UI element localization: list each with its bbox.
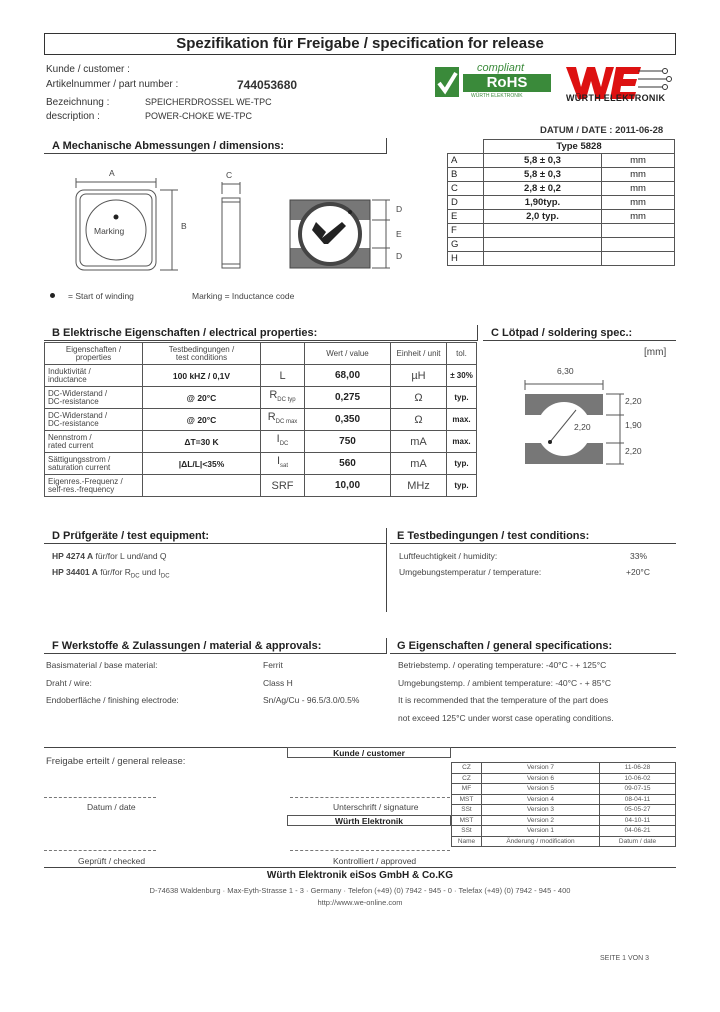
section-c-title: C Lötpad / soldering spec.: [491,327,633,339]
equipment-1: HP 4274 A für/for L und/and Q [52,551,167,561]
pad-dim-2: 2,20 [625,396,642,406]
rohs-logo: compliant RoHS WÜRTH ELEKTRONIK [435,62,553,100]
section-b-title: B Elektrische Eigenschaften / electrical properties: [52,327,318,339]
spec-line-3: It is recommended that the temperature of the part does [398,695,609,705]
pad-dim-1: 6,30 [557,366,574,376]
table-row: SSt Version 1 04-06-21 [452,826,676,837]
base-material-value: Ferrit [263,660,283,670]
dim-d-label: D [396,204,403,214]
dim-b-label: B [181,221,187,231]
table-row: A 5,8 ± 0,3 mm [448,154,675,168]
pad-dim-3: 1,90 [625,420,642,430]
section-d-title: D Prüfgeräte / test equipment: [52,530,210,542]
signature-label: Unterschrift / signature [333,802,419,812]
dim-a-label: A [109,168,115,178]
humidity-value: 33% [630,551,648,561]
company-url[interactable]: http://www.we-online.com [317,898,403,907]
temperature-label: Umgebungstemperatur / temperature: [399,567,542,577]
table-row: Eigenres.-Frequenz / self-res.-frequency SRF 10,00 MHz typ. [45,475,477,497]
release-label: Freigabe erteilt / general release: [46,756,186,767]
section-a-title: A Mechanische Abmessungen / dimensions: [52,140,285,152]
electrical-table: Eigenschaften / properties Testbedingungen / test conditions Wert / value Einheit / unit tol. Induktivität / inductance 100 kHZ / 0,1V L 68,00 µH ± 30% DC-Widerstand / DC-resistance @ 20°C $R_{DC typ}$ 0,275 Ω typ. DC-Widerstand / DC-resistance @ 20°C $R_{DC max}$ 0,350 Ω max. Nennstrom / rated current ΔT=30 K $I_{DC}$ 750 mA max. Sättigungsstrom / saturation current |ΔL/L|<35% $I_{sat}$ 560 mA typ. Eigenres.-Frequenz / self-res.-frequency SRF 10,00 MHz typ. [44,342,477,497]
section-f-title: F Werkstoffe & Zulassungen / material & approvals: [52,640,322,652]
wire-label: Draht / wire: [46,678,92,688]
dim-d2-label: D [396,251,403,261]
table-row: G [448,238,675,252]
pad-dim-4: 2,20 [625,446,642,456]
table-row: H [448,252,675,266]
customer-label: Kunde / customer : [46,64,130,75]
spec-line-1: Betriebstemp. / operating temperature: -40°C - + 125°C [398,660,607,670]
table-row: MST Version 2 04-10-11 [452,815,676,826]
we-logo: WÜRTH ELEKTRONIK [566,65,676,103]
finishing-label: Endoberfläche / finishing electrode: [46,695,179,705]
table-header-row: Name Änderung / modification Datum / date [452,836,676,847]
date-label: Datum / date [87,802,136,812]
start-note: = Start of winding [68,291,134,301]
temperature-value: +20°C [626,567,650,577]
table-row: SSt Version 3 05-05-27 [452,805,676,816]
table-row: D 1,90typ. mm [448,196,675,210]
table-row: MF Version 5 09-07-15 [452,784,676,795]
table-row: E 2,0 typ. mm [448,210,675,224]
start-dot-icon [50,293,55,298]
equipment-2: HP 34401 A für/for $R_{DC}$ und $I_{DC}$ [52,567,170,580]
humidity-label: Luftfeuchtigkeit / humidity: [399,551,498,561]
table-row: Induktivität / inductance 100 kHZ / 0,1V L 68,00 µH ± 30% [45,365,477,387]
partno-value: 744053680 [237,78,298,92]
marking-note: Marking = Inductance code [192,291,295,301]
spec-line-2: Umgebungstemp. / ambient temperature: -40°C - + 85°C [398,678,612,688]
type-label: Type 5828 [484,140,675,154]
page-title: Spezifikation für Freigabe / specification for release [44,33,676,55]
spec-line-4: not exceed 125°C under worst case operating conditions. [398,713,614,723]
table-row: Nennstrom / rated current ΔT=30 K $I_{DC}$ 750 mA max. [45,431,477,453]
dim-c-label: C [226,170,233,180]
table-row: CZ Version 6 10-06-02 [452,773,676,784]
we-header: Würth Elektronik [287,815,451,826]
dimension-table [447,139,675,266]
table-row: Sättigungsstrom / saturation current |ΔL/L|<35% $I_{sat}$ 560 mA typ. [45,453,477,475]
bezeichnung-value: SPEICHERDROSSEL WE-TPC [145,97,272,107]
table-row: DC-Widerstand / DC-resistance @ 20°C $R_{DC max}$ 0,350 Ω max. [45,409,477,431]
approved-label: Kontrolliert / approved [333,856,417,866]
table-row: DC-Widerstand / DC-resistance @ 20°C $R_{DC typ}$ 0,275 Ω typ. [45,387,477,409]
section-g-title: G Eigenschaften / general specifications: [397,640,613,652]
finishing-value: Sn/Ag/Cu - 96.5/3.0/0.5% [263,695,360,705]
section-e-title: E Testbedingungen / test conditions: [397,530,590,542]
bezeichnung-label: Bezeichnung : [46,97,110,108]
checked-label: Geprüft / checked [78,856,146,866]
revision-table [451,762,676,847]
pad-dim-5: 2,20 [574,422,591,432]
company-name: Würth Elektronik eiSos GmbH & Co.KG [266,870,454,881]
customer-header: Kunde / customer [287,747,451,758]
description-value: POWER-CHOKE WE-TPC [145,111,252,121]
table-row: F [448,224,675,238]
dimension-drawing [60,160,410,285]
base-material-label: Basismaterial / base material: [46,660,158,670]
table-row: B 5,8 ± 0,3 mm [448,168,675,182]
check-icon [435,67,459,97]
table-row: C 2,8 ± 0,2 mm [448,182,675,196]
description-label: description : [46,111,100,122]
company-address: D-74638 Waldenburg · Max-Eyth-Strasse 1 - 3 · Germany · Telefon (+49) (0) 7942 - 945 - 0 · Telefax (+49) (0) 7942 - 945 - 400 [149,886,571,895]
dim-e-label: E [396,229,402,239]
page-number: SEITE 1 VON 3 [600,955,650,962]
partno-label: Artikelnummer / part number : [46,79,179,90]
wire-value: Class H [263,678,293,688]
table-row: CZ Version 7 11-06-28 [452,763,676,774]
table-row: MST Version 4 08-04-11 [452,794,676,805]
date-value: DATUM / DATE : 2011-06-28 [540,125,664,136]
unit-label: [mm] [644,347,667,358]
marking-label: Marking [94,226,125,236]
